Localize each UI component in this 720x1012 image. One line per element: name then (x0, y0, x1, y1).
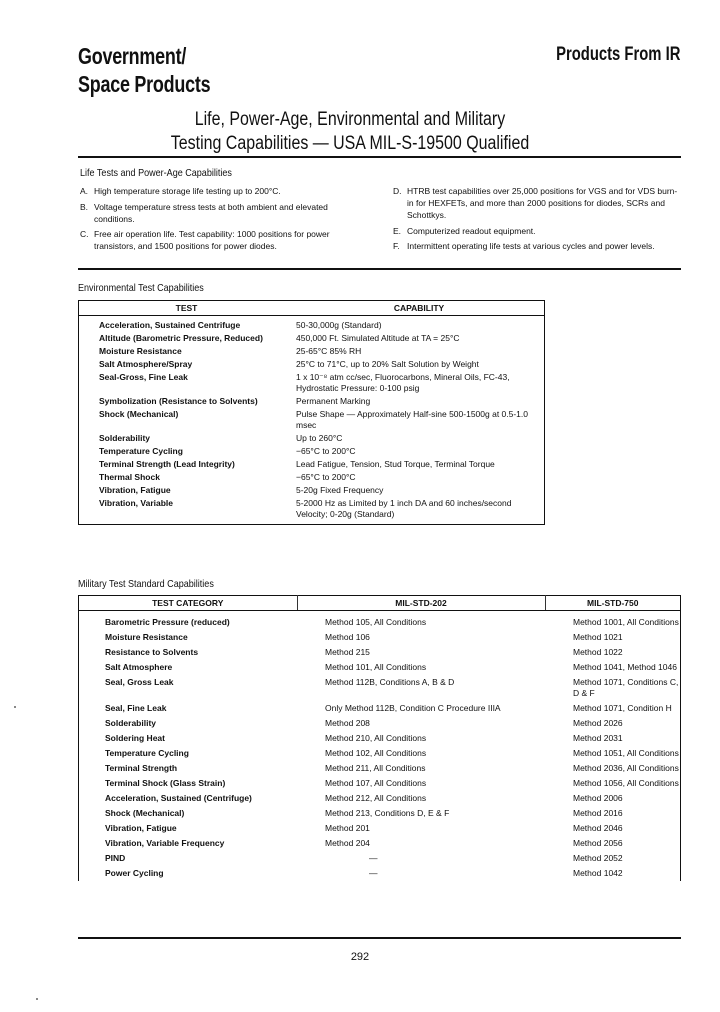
table-row (79, 345, 545, 358)
mil-std-202-value: Method 106 (325, 632, 370, 642)
column-header-mil-std-202: MIL-STD-202 (297, 596, 545, 611)
life-tests-heading: Life Tests and Power-Age Capabilities (80, 167, 232, 179)
test-name: Salt Atmosphere/Spray (99, 359, 193, 369)
mil-std-202-value: Method 212, All Conditions (325, 793, 427, 803)
table-row (79, 497, 545, 525)
military-table (78, 595, 681, 881)
table-row (79, 821, 681, 836)
scan-speck (14, 706, 16, 708)
environmental-heading: Environmental Test Capabilities (78, 282, 204, 294)
header-right-title: Products From IR (555, 44, 680, 65)
capability-value: 25-65°C 85% RH (296, 346, 362, 356)
scan-speck (36, 998, 38, 1000)
life-rule (78, 268, 681, 270)
test-name: Solderability (99, 433, 151, 443)
mil-std-202-value: Method 213, Conditions D, E & F (325, 808, 450, 818)
test-category: Seal, Fine Leak (105, 703, 167, 713)
test-name: Altitude (Barometric Pressure, Reduced) (99, 333, 263, 343)
test-name: Seal-Gross, Fine Leak (99, 372, 188, 382)
table-row (79, 471, 545, 484)
table-row (79, 851, 681, 866)
capability-value: 5-2000 Hz as Limited by 1 inch DA and 60 inches/second Velocity; 0-20g (Standard) (296, 498, 512, 519)
mil-std-202-value: Method 102, All Conditions (325, 748, 427, 758)
test-name: Symbolization (Resistance to Solvents) (99, 396, 258, 406)
mil-std-750-value: Method 2026 (573, 718, 623, 728)
mil-std-750-value: Method 1021 (573, 632, 623, 642)
table-row (79, 358, 545, 371)
military-header-row (79, 596, 681, 611)
test-category: Terminal Shock (Glass Strain) (105, 778, 226, 788)
table-row (79, 371, 545, 395)
table-row (79, 445, 545, 458)
table-row (79, 316, 545, 333)
life-item-e: E. Computerized readout equipment. (393, 226, 536, 236)
test-category: Shock (Mechanical) (105, 808, 185, 818)
capability-value: Up to 260°C (296, 433, 343, 443)
table-row (79, 630, 681, 645)
table-row (79, 408, 545, 432)
test-name: Acceleration, Sustained Centrifuge (99, 320, 241, 330)
test-category: Seal, Gross Leak (105, 677, 174, 687)
test-name: Temperature Cycling (99, 446, 183, 456)
test-category: Moisture Resistance (105, 632, 188, 642)
test-name: Vibration, Fatigue (99, 485, 171, 495)
table-row (79, 806, 681, 821)
capability-value: Permanent Marking (296, 396, 371, 406)
capability-value: 450,000 Ft. Simulated Altitude at TA = 25°C (296, 333, 460, 343)
bottom-rule (78, 937, 681, 939)
column-header-mil-std-750: MIL-STD-750 (545, 596, 681, 611)
test-name: Shock (Mechanical) (99, 409, 179, 419)
table-row (79, 701, 681, 716)
mil-std-750-value: Method 2036, All Conditions (573, 763, 679, 773)
top-rule (78, 156, 681, 158)
table-row (79, 432, 545, 445)
mil-std-750-value: Method 2056 (573, 838, 623, 848)
test-name: Moisture Resistance (99, 346, 182, 356)
mil-std-202-value: Method 201 (325, 823, 370, 833)
test-category: Salt Atmosphere (105, 662, 173, 672)
mil-std-202-value: Method 208 (325, 718, 370, 728)
mil-std-750-value: Method 1056, All Conditions (573, 778, 679, 788)
life-item-c: C. Free air operation life. Test capability: 1000 positions for power transistors, and 1500 positions for power diodes. (80, 229, 330, 251)
test-category: Vibration, Fatigue (105, 823, 177, 833)
mil-std-750-value: Method 2016 (573, 808, 623, 818)
column-header-test: TEST (79, 301, 295, 316)
life-item-f: F. Intermittent operating life tests at various cycles and power levels. (393, 241, 655, 251)
table-row (79, 484, 545, 497)
mil-std-202-value: Method 105, All Conditions (325, 617, 427, 627)
test-category: PIND (105, 853, 126, 863)
capability-value: Pulse Shape — Approximately Half-sine 500-1500g at 0.5-1.0 msec (296, 409, 528, 430)
mil-std-750-value: Method 2052 (573, 853, 623, 863)
mil-std-750-value: Method 1042 (573, 868, 623, 878)
environmental-header-row (79, 301, 545, 316)
test-category: Solderability (105, 718, 157, 728)
table-row (79, 836, 681, 851)
page-number: 292 (350, 951, 370, 963)
mil-std-750-value: Method 1022 (573, 647, 623, 657)
table-row (79, 761, 681, 776)
mil-std-750-value: Method 1071, Condition H (573, 703, 672, 713)
test-category: Resistance to Solvents (105, 647, 199, 657)
table-row (79, 611, 681, 631)
mil-std-750-value: Method 1001, All Conditions (573, 617, 679, 627)
test-category: Terminal Strength (105, 763, 178, 773)
life-item-a: A. High temperature storage life testing up to 200°C. (80, 186, 281, 196)
mil-std-750-value: Method 2031 (573, 733, 623, 743)
mil-std-202-value: Method 215 (325, 647, 370, 657)
table-row (79, 776, 681, 791)
test-category: Soldering Heat (105, 733, 165, 743)
table-row (79, 675, 681, 701)
table-row (79, 332, 545, 345)
table-row (79, 458, 545, 471)
column-header-test-category: TEST CATEGORY (79, 596, 298, 611)
mil-std-202-value: — (369, 853, 378, 863)
test-category: Temperature Cycling (105, 748, 189, 758)
test-name: Terminal Strength (Lead Integrity) (99, 459, 235, 469)
test-category: Vibration, Variable Frequency (105, 838, 225, 848)
capability-value: 25°C to 71°C, up to 20% Salt Solution by Weight (296, 359, 479, 369)
section-title (78, 42, 210, 98)
capability-value: 1 x 10⁻⁸ atm cc/sec, Fluorocarbons, Mineral Oils, FC-43, Hydrostatic Pressure: 0-100 psig (296, 372, 510, 393)
mil-std-750-value: Method 1041, Method 1046 (573, 662, 677, 672)
table-row (79, 395, 545, 408)
section-title-line1: Government/ (78, 43, 187, 69)
mil-std-202-value: — (369, 868, 378, 878)
section-title-line2: Space Products (78, 71, 211, 97)
mil-std-202-value: Only Method 112B, Condition C Procedure IIIA (325, 703, 501, 713)
mil-std-750-value: Method 2006 (573, 793, 623, 803)
mil-std-202-value: Method 204 (325, 838, 370, 848)
table-row (79, 791, 681, 806)
page-title-line1: Life, Power-Age, Environmental and Military (194, 109, 506, 130)
page-title-line2: Testing Capabilities — USA MIL-S-19500 Qualified (170, 133, 530, 154)
test-category: Acceleration, Sustained (Centrifuge) (105, 793, 252, 803)
test-category: Barometric Pressure (reduced) (105, 617, 230, 627)
mil-std-750-value: Method 2046 (573, 823, 623, 833)
table-row (79, 660, 681, 675)
capability-value: 5-20g Fixed Frequency (296, 485, 384, 495)
mil-std-750-value: Method 1051, All Conditions (573, 748, 679, 758)
environmental-table (78, 300, 545, 525)
mil-std-202-value: Method 107, All Conditions (325, 778, 427, 788)
capability-value: −65°C to 200°C (296, 472, 356, 482)
mil-std-202-value: Method 101, All Conditions (325, 662, 427, 672)
mil-std-202-value: Method 211, All Conditions (325, 763, 426, 773)
table-row (79, 645, 681, 660)
table-row (79, 866, 681, 881)
mil-std-750-value: Method 1071, Conditions C, D & F (573, 677, 679, 698)
mil-std-202-value: Method 112B, Conditions A, B & D (325, 677, 455, 687)
capability-value: 50-30,000g (Standard) (296, 320, 382, 330)
military-heading: Military Test Standard Capabilities (78, 578, 214, 590)
capability-value: Lead Fatigue, Tension, Stud Torque, Terminal Torque (296, 459, 495, 469)
mil-std-202-value: Method 210, All Conditions (325, 733, 427, 743)
life-item-d: D. HTRB test capabilities over 25,000 positions for VGS and for VDS burn-in for HEXFETs, and more than 2000 positions for diodes, SCRs and Schottkys. (393, 186, 678, 220)
table-row (79, 731, 681, 746)
column-header-capability: CAPABILITY (294, 301, 545, 316)
test-name: Thermal Shock (99, 472, 160, 482)
test-category: Power Cycling (105, 868, 164, 878)
capability-value: −65°C to 200°C (296, 446, 356, 456)
table-row (79, 716, 681, 731)
page-title (123, 108, 577, 156)
test-name: Vibration, Variable (99, 498, 174, 508)
table-row (79, 746, 681, 761)
life-item-b: B. Voltage temperature stress tests at both ambient and elevated conditions. (80, 202, 328, 224)
